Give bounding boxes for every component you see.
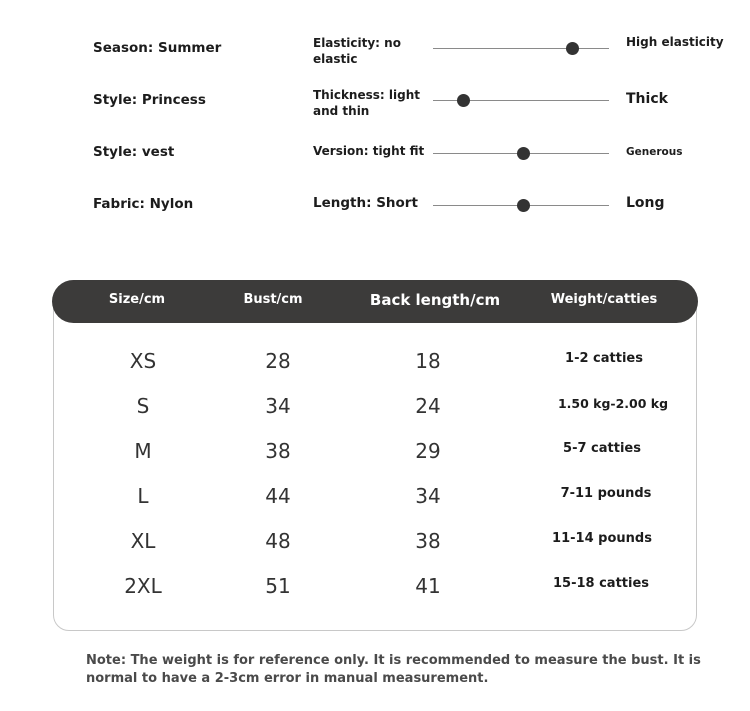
attribute-style-princess: Style: Princess	[93, 92, 206, 108]
table-row	[0, 571, 750, 601]
attribute-season: Season: Summer	[93, 40, 222, 56]
measurement-note: Note: The weight is for reference only. It is recommended to measure the bust. It is normal to have a 2-3cm error in manual measurement.	[86, 653, 701, 686]
cell-back-length: 41	[415, 574, 441, 598]
cell-back-length: 34	[415, 484, 441, 508]
header-back-length: Back length/cm	[369, 291, 501, 309]
cell-back-length: 29	[415, 439, 441, 463]
header-size: Size/cm	[108, 292, 166, 307]
cell-bust: 51	[265, 574, 291, 598]
scale-marker-dot	[566, 42, 579, 55]
cell-bust: 38	[265, 439, 291, 463]
scale-right-label-elasticity: High elasticity	[626, 35, 724, 49]
scale-track-version	[433, 153, 609, 154]
scale-right-label-version: Generous	[626, 146, 683, 158]
cell-size: XS	[129, 349, 157, 373]
scale-label-length: Length: Short	[313, 195, 418, 211]
scale-track-elasticity	[433, 48, 609, 49]
scale-right-label-length: Long	[626, 195, 665, 211]
scale-right-label-thickness: Thick	[626, 91, 668, 107]
attribute-fabric: Fabric: Nylon	[93, 196, 194, 212]
cell-back-length: 18	[415, 349, 441, 373]
table-row	[0, 436, 750, 466]
cell-bust: 48	[265, 529, 291, 553]
cell-weight: 11-14 pounds	[552, 531, 652, 546]
scale-track-length	[433, 205, 609, 206]
scale-label-thickness: Thickness: light and thin	[313, 88, 420, 118]
cell-bust: 34	[265, 394, 291, 418]
cell-weight: 1-2 catties	[565, 351, 643, 366]
scale-marker-dot	[457, 94, 470, 107]
cell-weight: 7-11 pounds	[560, 486, 652, 501]
cell-bust: 28	[265, 349, 291, 373]
cell-bust: 44	[265, 484, 291, 508]
table-row	[0, 526, 750, 556]
cell-weight: 5-7 catties	[563, 441, 641, 456]
scale-marker-dot	[517, 199, 530, 212]
cell-back-length: 24	[415, 394, 441, 418]
scale-label-elasticity: Elasticity: no elastic	[313, 36, 401, 66]
cell-size: 2XL	[124, 574, 162, 598]
scale-label-version: Version: tight fit	[313, 144, 425, 158]
cell-size: L	[137, 484, 149, 508]
scale-marker-dot	[517, 147, 530, 160]
table-row	[0, 481, 750, 511]
cell-weight: 1.50 kg-2.00 kg	[557, 396, 669, 411]
cell-back-length: 38	[415, 529, 441, 553]
cell-size: M	[134, 439, 152, 463]
header-bust: Bust/cm	[243, 292, 303, 307]
cell-size: S	[136, 394, 150, 418]
table-row	[0, 391, 750, 421]
table-row	[0, 346, 750, 376]
cell-weight: 15-18 catties	[552, 576, 650, 591]
scale-track-thickness	[433, 100, 609, 101]
header-weight: Weight/catties	[550, 292, 658, 307]
attribute-style-vest: Style: vest	[93, 144, 175, 160]
size-table-header	[52, 280, 698, 323]
cell-size: XL	[130, 529, 156, 553]
